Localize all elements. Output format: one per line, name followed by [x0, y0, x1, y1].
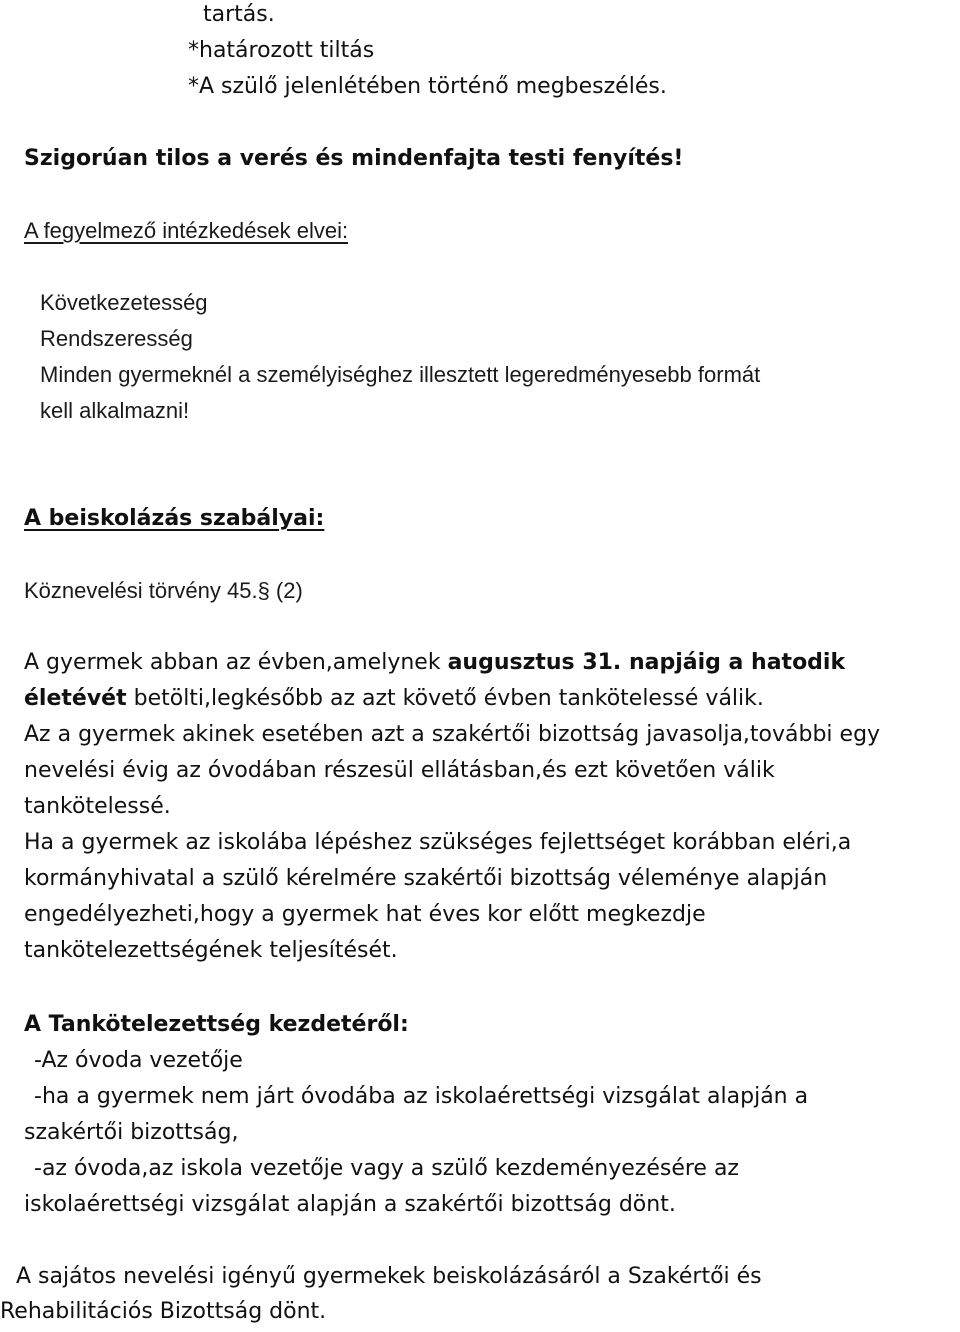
text-line: szakértői bizottság,	[24, 1120, 239, 1145]
section-heading: A fegyelmező intézkedések elvei:	[24, 218, 349, 243]
text-line: A sajátos nevelési igényű gyermekek beiskolázásáról a Szakértői és	[16, 1264, 762, 1289]
section-heading: A beiskolázás szabályai:	[24, 506, 325, 531]
bold-text-run: augusztus 31. napjáig a hatodik	[447, 650, 846, 675]
text-line	[24, 648, 845, 678]
text-line: kormányhivatal a szülő kérelmére szakértői bizottság véleménye alapján	[24, 866, 828, 891]
text-line	[24, 684, 764, 714]
text-run: betölti,legkésőbb az azt követő évben tankötelessé válik.	[126, 686, 764, 711]
text-line: tankötelessé.	[24, 794, 171, 819]
text-run: A gyermek abban az évben,amelynek	[24, 650, 448, 675]
bold-warning: Szigorúan tilos a verés és mindenfajta testi fenyítés!	[24, 146, 684, 171]
text-line: nevelési évig az óvodában részesül ellátásban,és ezt követően válik	[24, 758, 775, 783]
text-line: -Az óvoda vezetője	[34, 1048, 243, 1073]
text-line: engedélyezheti,hogy a gyermek hat éves kor előtt megkezdje	[24, 902, 706, 927]
text-line: *A szülő jelenlétében történő megbeszélés.	[188, 74, 667, 99]
text-line: -az óvoda,az iskola vezetője vagy a szülő kezdeményezésére az	[34, 1156, 739, 1181]
text-line: *határozott tiltás	[188, 38, 375, 63]
text-line: -ha a gyermek nem járt óvodába az iskolaérettségi vizsgálat alapján a	[34, 1084, 809, 1109]
text-line: Köznevelési törvény 45.§ (2)	[24, 578, 303, 603]
section-heading: A Tankötelezettség kezdetéről:	[24, 1012, 409, 1037]
text-line: kell alkalmazni!	[40, 398, 190, 423]
text-line: tartás.	[203, 2, 275, 27]
text-line: Az a gyermek akinek esetében azt a szakértői bizottság javasolja,további egy	[24, 722, 881, 747]
text-line: Rendszeresség	[40, 326, 193, 351]
text-line: Rehabilitációs Bizottság dönt.	[0, 1299, 327, 1324]
text-line: Következetesség	[40, 290, 208, 315]
text-line: Ha a gyermek az iskolába lépéshez szükséges fejlettséget korábban eléri,a	[24, 830, 852, 855]
text-line: iskolaérettségi vizsgálat alapján a szakértői bizottság dönt.	[24, 1192, 676, 1217]
text-line: tankötelezettségének teljesítését.	[24, 938, 398, 963]
bold-text-run: életévét	[24, 686, 127, 711]
text-line: Minden gyermeknél a személyiséghez illesztett legeredményesebb formát	[40, 362, 761, 387]
